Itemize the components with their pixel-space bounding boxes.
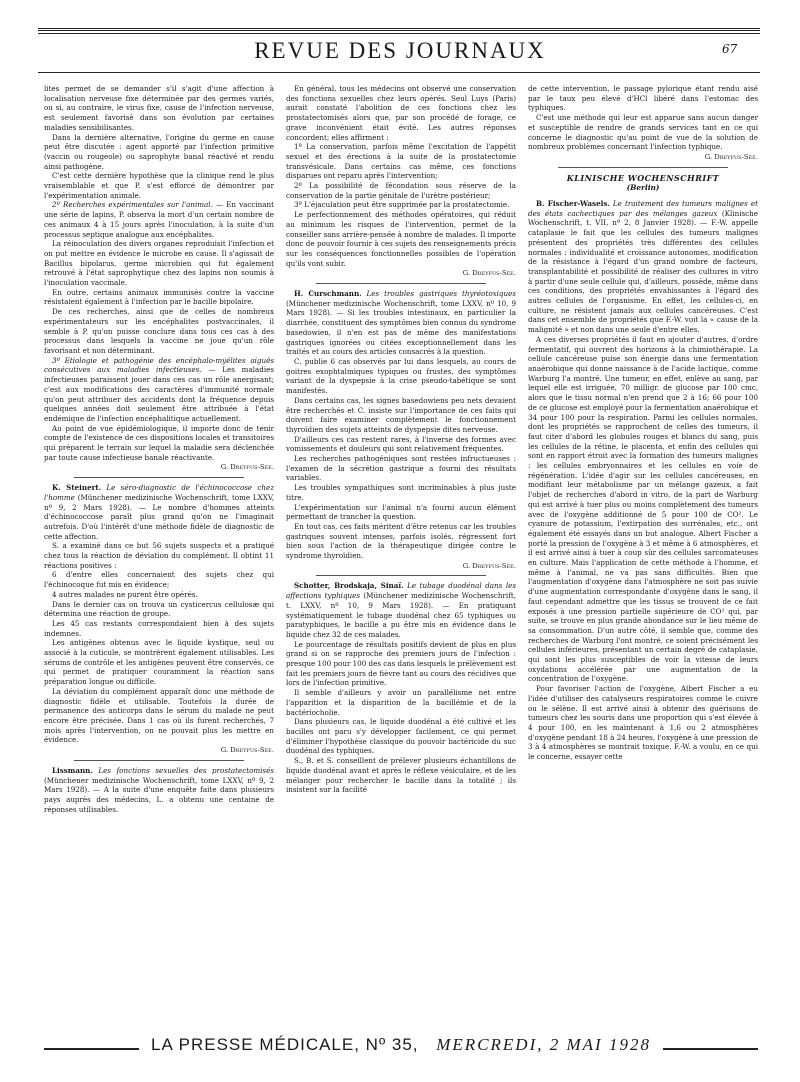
section-subtitle: (Berlin) — [626, 183, 660, 193]
article-author: K. Steinert. — [52, 483, 102, 493]
article-title: Les troubles gastriques thyréotoxiques — [361, 289, 516, 299]
article-title: Le séro-diagnostic de l'échinococcose chez l'homme — [44, 483, 274, 502]
page-number: 67 — [722, 42, 738, 56]
paragraph: Dans la dernière alternative, l'origine du germe en cause peut être discutée : agent apporté par l'infection primitive (vaccin ou rougeole) ou saprophyte banal réactivé et rendu ainsi pathogène. — [44, 132, 274, 171]
paragraph: En général, tous les médecins ont observé une conservation des fonctions sexuelles chez leurs opérés. Seul Luys (Paris) aurait constaté l'abolition de ces fonctions chez les prostatectomisés alors que, par son procédé de forage, ce grave inconvénient était évité. Les autres réponses concordent; elles affirment : — [286, 84, 516, 142]
separator — [558, 167, 728, 168]
signature: G. Dreyfus-Sée. — [220, 463, 274, 472]
header-bottom-rule — [38, 72, 760, 73]
article-author: Lissmann. — [52, 765, 93, 775]
page-footer — [44, 1035, 758, 1063]
paragraph: Le perfectionnement des méthodes opératoires, qui réduit au minimum les risques de l'intervention, permet de la conseiller sans arrière-pensée à nombre de malades. Il importe donc de pouvoir fournir à ces sujets des renseignements précis sur les conséquences fonctionnelles possibles de l'opération qu'ils vont subir. — [286, 210, 516, 268]
footer-date: MERCREDI, 2 MAI 1928 — [430, 1035, 657, 1054]
article-heading — [528, 199, 758, 335]
paragraph: 1º La conservation, parfois même l'excitation de l'appétit sexuel et des érections à la suite de la prostatectomie transvésicale. Dans certains cas même, ces fonctions disparues ont reparu après l'intervention; — [286, 142, 516, 181]
paragraph — [44, 356, 274, 424]
article-source: (Münchener medizinische Wochenschrift, tome LXXV, nº 9, 2 Mars 1928). — [44, 492, 274, 512]
separator — [74, 760, 244, 761]
paragraph: Les antigènes obtenus avec le liquide kystique, seul ou associé à la cuticule, se montrèrent également utilisables. Les sérums de contrôle et les antigènes peuvent être conservés, ce qui permet de pratiquer couramment la réaction sans préparation longue ou difficile. — [44, 638, 274, 687]
paragraph: 3º L'éjaculation peut être supprimée par la prostatectomie. — [294, 200, 510, 210]
paragraph: C'est une méthode qui leur est apparue sans aucun danger et susceptible de rendre de grands services tant en ce qui concerne le diagnostic qu'au point de vue de la solution de nombreux problèmes concernant l'infection typhique. — [528, 113, 758, 152]
separator — [316, 575, 486, 576]
article-author: B. Fischer-Wasels. — [536, 199, 610, 209]
journal-title: REVUE DES JOURNAUX — [254, 38, 546, 63]
paragraph: de cette intervention, le passage pylorique étant rendu aisé par le taux peu élevé d'HCl libéré dans l'estomac des typhiques. — [528, 84, 758, 113]
signature: G. Dreyfus-Sée. — [462, 561, 516, 570]
paragraph-text: — A la suite d'une enquête faite dans plusieurs pays auprès des médecins, L. a obtenu une centaine de réponses utilisables. — [44, 785, 274, 814]
column-1 — [44, 84, 274, 1032]
paragraph: L'expérimentation sur l'animal n'a fourni aucun élément permettant de trancher la question. — [286, 502, 516, 522]
header-thin-rule — [38, 33, 760, 34]
paragraph-text: — F.-W. appelle cataplasie le fait que les cellules des tumeurs malignes présentent des propriétés très différentes des cellules normales : individualité et croissance autonomes, modification de la résistance à l'égard d'un grand nombre de facteurs, transplantabilité et possibilité de réaliser des cultures in vitro à partir d'une seule cellule qui, d'ailleurs, possède, même dans ces conditions, des propriétés envahissantes à l'égard des autres cellules de l'organisme. En effet, les cellules-ci, en culture, ne résistent jamais aux cellules cancéreuses. C'est dans cet ensemble de propriétés que F.-W. voit la « cause de la malignité » et non dans une seule d'entre elles. — [528, 218, 758, 335]
paragraph-text: — En pratiquant systématiquement le tubage duodénal chez 65 typhiques ou paratyphiques, le bacille a pu être mis en évidence dans le liquide chez 32 de ces malades. — [286, 600, 516, 639]
separator — [74, 477, 244, 478]
paragraph: La réinoculation des divers organes reproduisit l'infection et on put mettre en évidence le microbe en cause. Il s'agissait de Bacillus bipolarus, germe microbien qui fut également retrouvé à l'état saprophytique chez des lapins non soumis à l'inoculation vaccinale. — [44, 239, 274, 288]
paragraph: Il semble d'ailleurs y avoir un parallélisme net entre l'apparition et la disparition de la bacillémie et de la bactériocholie. — [286, 688, 516, 717]
paragraph: 4 autres malades ne purent être opérés. — [52, 589, 198, 599]
paragraph: C'est cette dernière hypothèse que la clinique rend le plus vraisemblable et que P. s'est efforcé de démontrer par l'expérimentation animale. — [44, 171, 274, 200]
paragraph: C. publie 6 cas observés par lui dans lesquels, au cours de goitres exophtalmiques typiques ou frustes, des symptômes variant de la dyspepsie à la crise pseudo-tabétique se sont manifestés. — [286, 356, 516, 396]
paragraph-text: — Le nombre d'hommes atteints d'échinococcose paraît plus grand qu'on ne l'imaginait autrefois. D'où l'intérêt d'une méthode fidèle de diagnostic de cette affection. — [44, 502, 274, 541]
signature: G. Dreyfus-Sée. — [220, 746, 274, 755]
separator — [316, 283, 486, 284]
article-heading — [44, 483, 274, 541]
subheading: 3º Etiologie et pathogénie des encéphalo-myélites aiguës consécutives aux maladies infectieuses. — [44, 355, 274, 375]
article-title: Le traitement des tumeurs malignes et des états cachectiques par des mélanges gazeux — [528, 199, 758, 218]
paragraph: D'ailleurs ces cas restent rares, à l'inverse des formes avec vomissements et douleurs qui sont relativement fréquentes. — [286, 434, 516, 454]
paragraph: De ces recherches, ainsi que de celles de nombreux expérimentateurs sur les encéphalites postvaccinales, il semble à P. qu'on puisse conclure dans tous ces cas à des processus dans lesquels la vaccine ne joue qu'un rôle favorisant et non déterminant. — [44, 307, 274, 355]
paragraph: Au point de vue épidémiologique, il importe donc de tenir compte de l'existence de ces dispositions locales et transitoires qui préparent le terrain sur lequel la maladie sera déclenchée par toute cause infectieuse banale réactivante. — [44, 423, 274, 462]
paragraph: S. a examiné dans ce but 56 sujets suspects et a pratiqué chez tous la réaction de déviation du complément. Il obtint 11 réactions positives : — [44, 541, 274, 570]
article-heading — [286, 581, 516, 639]
paragraph: 6 d'entre elles concernaient des sujets chez qui l'échinocoque fut mis en évidence; — [44, 570, 274, 590]
article-source: (Klinische Wochenschrift, t. VII, nº 2, 8 Janvier 1928). — [528, 208, 758, 228]
footer-text — [44, 1035, 758, 1055]
paragraph: La déviation du complément apparaît donc une méthode de diagnostic fidèle et utilisable. Toutefois la durée de permanence des anticorps dans le sérum du malade ne peut encore être précisée. Dans 1 cas où ils furent recherchés, 7 mois après l'intervention, on ne pouvait plus les mettre en évidence. — [44, 686, 274, 745]
subheading: 2º Recherches expérimentales sur l'animal. — [52, 200, 213, 210]
article-source: (Münchener medizinische Wochenschrift, t. LXXV, nº 10, 9 Mars 1928). — [286, 591, 516, 610]
paragraph: Dans certains cas, les signes basedowiens peu nets devaient être recherchés et C. insiste sur l'importance de ces faits qui doivent faire examiner complètement le fonctionnement thyroïdien des sujets atteints de dyspepsie dites nerveuse. — [286, 395, 516, 434]
article-heading — [44, 766, 274, 815]
paragraph-text: — Les maladies infectieuses paraissent jouer dans ces cas un rôle anergisant; c'est aux modifications des caractères d'immunité normale qu'on peut attribuer des accidents dont la fréquence depuis quelques années doit seulement être attribuée à l'état endémique de l'infection encéphalitique actuellement. — [44, 365, 274, 423]
article-source: (Münchener medizinische Wochenschrift, tome LXXV, nº 9, 2 Mars 1928). — [44, 775, 274, 795]
paragraph-text: — En vaccinant une série de lapins, P. observa la mort d'un certain nombre de ces animaux 4 à 15 jours après l'inoculation, à la suite d'un processus septique analogue aux encéphalites. — [44, 200, 274, 239]
signature: G. Dreyfus-Sée. — [704, 152, 758, 161]
article-author: H. Curschmann. — [294, 289, 362, 299]
article-heading — [286, 289, 516, 357]
paragraph: Les troubles sympathiques sont incriminables à plus juste titre. — [286, 483, 516, 502]
signature: G. Dreyfus-Sée. — [462, 269, 516, 278]
article-source: (Münchener medizinische Wochenschrift, tome LXXV, nº 10, 9 Mars 1928). — [286, 298, 516, 318]
article-author: Schotter, Brodskaja, Sinaï. — [294, 581, 404, 591]
paragraph-text: — Si les troubles intestinaux, en particulier la diarrhée, constituent des symptômes bien connus du syndrome basedowien, il n'en est pas de même des manifestations gastriques ignorées ou citées exceptionnellement dans les traités et au cours des articles consacrés à la question. — [286, 308, 516, 357]
paragraph: lites permet de se demander s'il s'agit d'une affection à localisation nerveuse fixe déterminée par des germes variés, ou si, au contraire, le virus fixe, cause de l'infection nerveuse, est seulement favorisé dans son évolution par certaines maladies sensibilisantes. — [44, 84, 274, 132]
paragraph: En outre, certains animaux immunisés contre la vaccine résistaient également à l'infection par le bacille bipolaire. — [44, 287, 274, 307]
article-columns — [44, 84, 758, 1032]
paragraph: Pour favoriser l'action de l'oxygène, Albert Fischer a eu l'idée d'utiliser des catalyseurs respiratoires comme le cuivre ou le sélène. Il est arrivé ainsi à obtenir des guérisons de tumeurs chez les souris dans une proportion qui s'est élevée à 4 pour 100, en les maintenant à 1,6 ou 2 atmosphères d'oxygène pendant 18 à 24 heures, l'oxygène à une pression de 3 à 4 atmosphères se montrait toxique. F.-W. a voulu, en ce qui le concerne, essayer cette — [528, 684, 758, 762]
paragraph: A ces diverses propriétés il faut en ajouter d'autres, d'ordre fermentatif, qui ouvrent des horizons à la chimiothérapie. La cellule cancéreuse puise son énergie dans une fermentation anaérobique qui donne naissance à de l'acide lactique, comme Warburg l'a montré. Une tumeur, en effet, enlève au sang, par lequel elle est irriguée, 70 milligr. de glucose par 100 cmc, alors que le tissu normal n'en prend que 2 à 16; 66 pour 100 de ce glucose est employé pour la fermentation anaérobique et 34 pour 100 pour la respiration. Parmi les cellules normales, dont les propriétés se rapprochent de celles des tumeurs, il faut citer d'abord les globules rouges et blancs du sang, puis les cellules de la rétine, le placenta, et enfin des cellules qui sont en rapport étroit avec la formation des tumeurs malignes : les cellules embryonnaires et les cellules en voie de régénération. L'idée d'agir sur les cellules cancéreuses, en modifiant leur métabolisme par un mélange gazeux, a fait l'objet de recherches d'abord in vitro, de la part de Warburg qui est arrivé à tuer plus ou moins complètement des tumeurs avec de l'oxygène additionné de 5 pour 100 de CO². Le cyanure de potassium, l'extirpation des surrénales, etc., ont également été essayés dans un but analogue. Albert Fischer a porté la pression de l'oxygène à 3 et même à 6 atmosphères, et il est arrivé ainsi à tuer à coup sûr des cellules sarcomateuses en culture. Mais l'application de cette méthode à l'homme, et même à l'animal, ne va pas sans difficultés. Bien que l'augmentation d'oxygène dans l'atmosphère ne soit pas suivie d'une augmentation correspondante d'oxygène dans le sang, il faut cependant admettre que les tissus se trouvent de ce fait exposés à une pression partielle supérieure de CO² qui, par suite, se trouve en plus grande abondance sur le lieu même de sa consommation. D'un autre côté, il semble que, comme des recherches de Warburg l'ont montré, ce soient précisément les cellules inférieures, présentant un certain degré de cataplasie, qui sont les plus susceptibles de voir la vitesse de leurs oxydations accélérée par une augmentation de la concentration de l'oxygène. — [528, 334, 758, 684]
paragraph: Les recherches pathogéniques sont restées infructueuses : l'examen de la sécrétion gastrique a fourni des résultats variables. — [286, 454, 516, 483]
column-3 — [528, 84, 758, 1032]
paragraph — [44, 200, 274, 239]
paragraph: 2º La possibilité de fécondation sous réserve de la conservation de la partie génitale de l'urètre postérieur; — [286, 181, 516, 200]
article-title: Le tubage duodénal dans les affections typhiques — [286, 581, 516, 601]
header-top-rule — [38, 28, 760, 31]
section-title: KLINISCHE WOCHENSCHRIFT — [566, 172, 720, 183]
paragraph: S., B. et S. conseillent de prélever plusieurs échantillons de liquide duodénal avant et après le réflexe vésiculaire, et de les mélanger pour rechercher le bacille dans la totalité ; ils insistent sur la facilité — [286, 756, 516, 795]
paragraph: Les 45 cas restants correspondaient bien à des sujets indemnes. — [44, 618, 274, 638]
article-title: Les fonctions sexuelles des prostatectomisés — [92, 765, 274, 775]
paragraph: Dans le dernier cas on trouva un cysticercus cellulosæ qui détermina une réaction de groupe. — [44, 599, 274, 619]
paragraph: Dans plusieurs cas, le liquide duodénal a été cultivé et les bacilles ont paru s'y développer facilement, ce qui permet d'éliminer l'hypothèse classique du pouvoir bactéricide du suc duodénal des typhiques. — [286, 717, 516, 756]
paragraph: Le pourcentage de résultats positifs devient de plus en plus grand si on se rapproche des premiers jours de l'infection : presque 100 pour 100 des cas dans lesquels le prélèvement est fait les premiers jours de fièvre tant au cours des récidives que lors de l'infection primitive. — [286, 639, 516, 688]
column-2 — [286, 84, 516, 1032]
footer-journal: LA PRESSE MÉDICALE, Nº 35, — [145, 1035, 424, 1054]
paragraph: En tout cas, ces faits méritent d'être retenus car les troubles gastriques souvent intenses, parfois isolés, régressent fort bien sous l'action de la thérapeutique dirigée contre le syndrome thyroïdien. — [286, 521, 516, 561]
